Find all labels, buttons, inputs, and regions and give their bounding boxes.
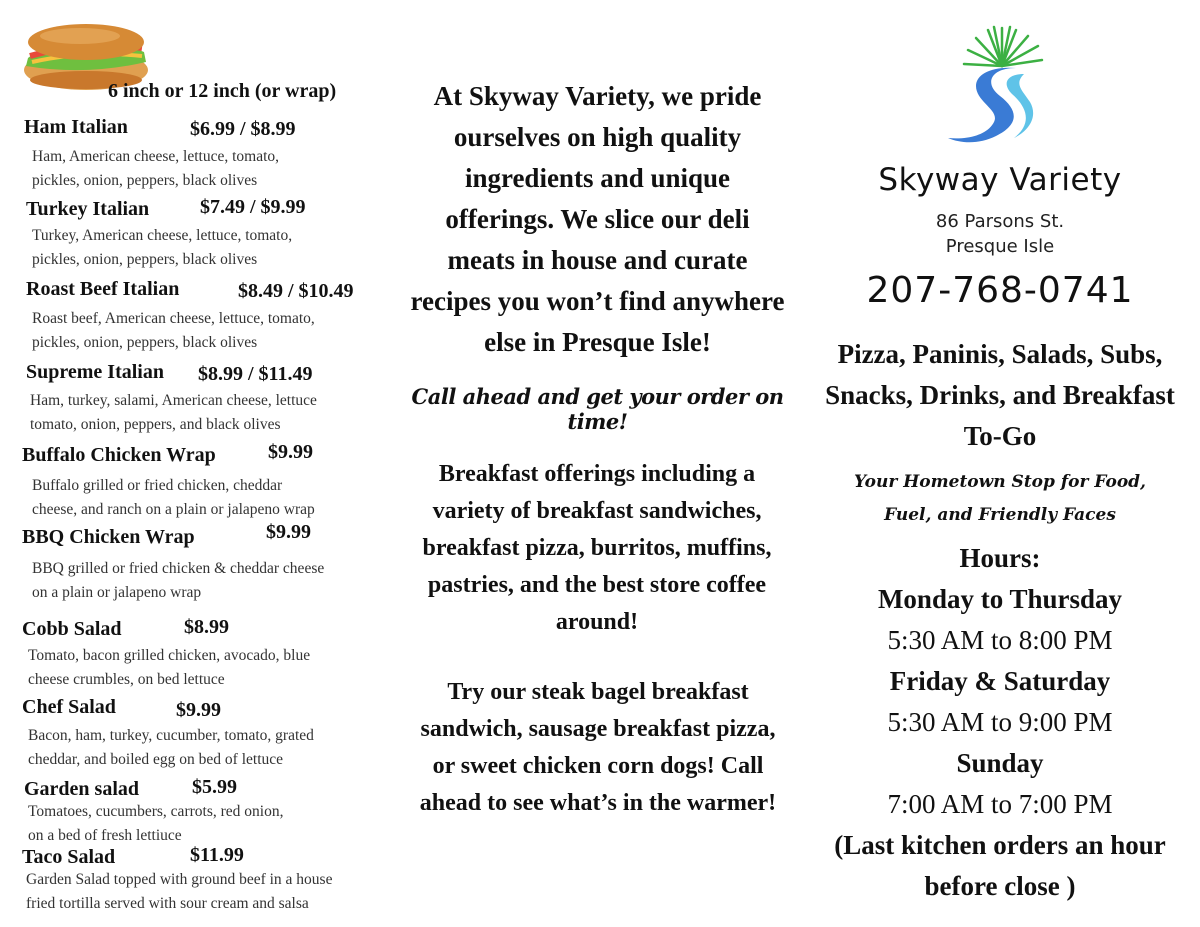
item-description: Buffalo grilled or fried chicken, cheddar cheese, and ranch on a plain or jalapeno wrap: [32, 477, 315, 518]
item-name: Roast Beef Italian: [26, 278, 180, 300]
item-description: Tomatoes, cucumbers, carrots, red onion, on a bed of fresh lettiuce: [28, 803, 284, 844]
item-name: Buffalo Chicken Wrap: [22, 444, 216, 466]
item-description: Ham, American cheese, lettuce, tomato, pickles, onion, peppers, black olives: [32, 148, 280, 189]
item-name: Garden salad: [24, 778, 140, 800]
item-price: $8.49 / $10.49: [238, 280, 354, 302]
hours-time-fri-sat: 5:30 AM to 9:00 PM: [887, 707, 1113, 737]
intro-text: At Skyway Variety, we pride ourselves on high quality ingredients and unique offerings. We slice our deli meats in house and curate recipes you won’t find anywhere else in Presque Isle!: [410, 81, 785, 357]
hours-section: [800, 538, 1200, 907]
try-text: Try our steak bagel breakfast sandwich, sausage breakfast pizza, or sweet chicken corn dogs! Call ahead to see what’s in the warmer!: [419, 679, 777, 816]
item-description: Garden Salad topped with ground beef in a house fried tortilla served with sour cream and salsa: [26, 871, 333, 912]
item-description: Turkey, American cheese, lettuce, tomato, pickles, onion, peppers, black olives: [32, 227, 293, 268]
store-panel: [800, 0, 1200, 927]
item-name: Chef Salad: [22, 696, 116, 718]
hours-heading: Hours:: [959, 543, 1041, 573]
kitchen-note: (Last kitchen orders an hour before close ): [834, 830, 1166, 901]
hours-time-mon-thu: 5:30 AM to 8:00 PM: [887, 625, 1113, 655]
item-name: Supreme Italian: [26, 361, 164, 383]
item-name: Turkey Italian: [26, 198, 150, 220]
info-panel: [400, 0, 795, 927]
menu-panel: [0, 0, 395, 927]
hours-label-mon-thu: Monday to Thursday: [877, 584, 1123, 614]
item-description: Bacon, ham, turkey, cucumber, tomato, grated cheddar, and boiled egg on bed of lettuce: [28, 727, 314, 768]
hours-time-sun: 7:00 AM to 7:00 PM: [887, 789, 1113, 819]
breakfast-text: Breakfast offerings including a variety of breakfast sandwiches, breakfast pizza, burritos, muffins, pastries, and the best store coffee around!: [422, 461, 772, 635]
call-ahead-text: Call ahead and get your order on time!: [411, 384, 784, 434]
offerings-text: Pizza, Paninis, Salads, Subs, Snacks, Drinks, and Breakfast To-Go: [825, 339, 1175, 451]
item-name: Cobb Salad: [22, 618, 122, 640]
hours-label-sun: Sunday: [956, 748, 1044, 778]
tagline: Your Hometown Stop for Food, Fuel, and Friendly Faces: [854, 472, 1146, 525]
item-name: Taco Salad: [22, 846, 116, 868]
address-line: 86 Parsons St.: [935, 211, 1065, 232]
hours-label-fri-sat: Friday & Saturday: [889, 666, 1111, 696]
item-description: BBQ grilled or fried chicken & cheddar cheese on a plain or jalapeno wrap: [32, 560, 325, 601]
item-price: $5.99: [192, 776, 237, 798]
address-city: Presque Isle: [945, 236, 1055, 257]
item-name: Ham Italian: [24, 116, 128, 138]
item-description: Roast beef, American cheese, lettuce, tomato, pickles, onion, peppers, black olives: [32, 310, 315, 351]
item-description: Tomato, bacon grilled chicken, avocado, blue cheese crumbles, on bed lettuce: [28, 647, 311, 688]
item-price: $6.99 / $8.99: [190, 118, 296, 140]
phone-number: 207-768-0741: [866, 270, 1134, 311]
store-name: Skyway Variety: [878, 162, 1122, 198]
size-note: 6 inch or 12 inch (or wrap): [108, 80, 337, 102]
item-price: $7.49 / $9.99: [200, 196, 306, 218]
item-price: $9.99: [176, 699, 221, 721]
item-name: BBQ Chicken Wrap: [22, 526, 195, 548]
skyway-logo-icon: [940, 24, 1060, 152]
item-price: $8.99: [184, 616, 229, 638]
item-price: $11.99: [190, 844, 244, 866]
item-price: $9.99: [268, 441, 313, 463]
item-price: $8.99 / $11.49: [198, 363, 313, 385]
item-description: Ham, turkey, salami, American cheese, lettuce tomato, onion, peppers, and black olives: [30, 392, 317, 433]
item-price: $9.99: [266, 521, 311, 543]
